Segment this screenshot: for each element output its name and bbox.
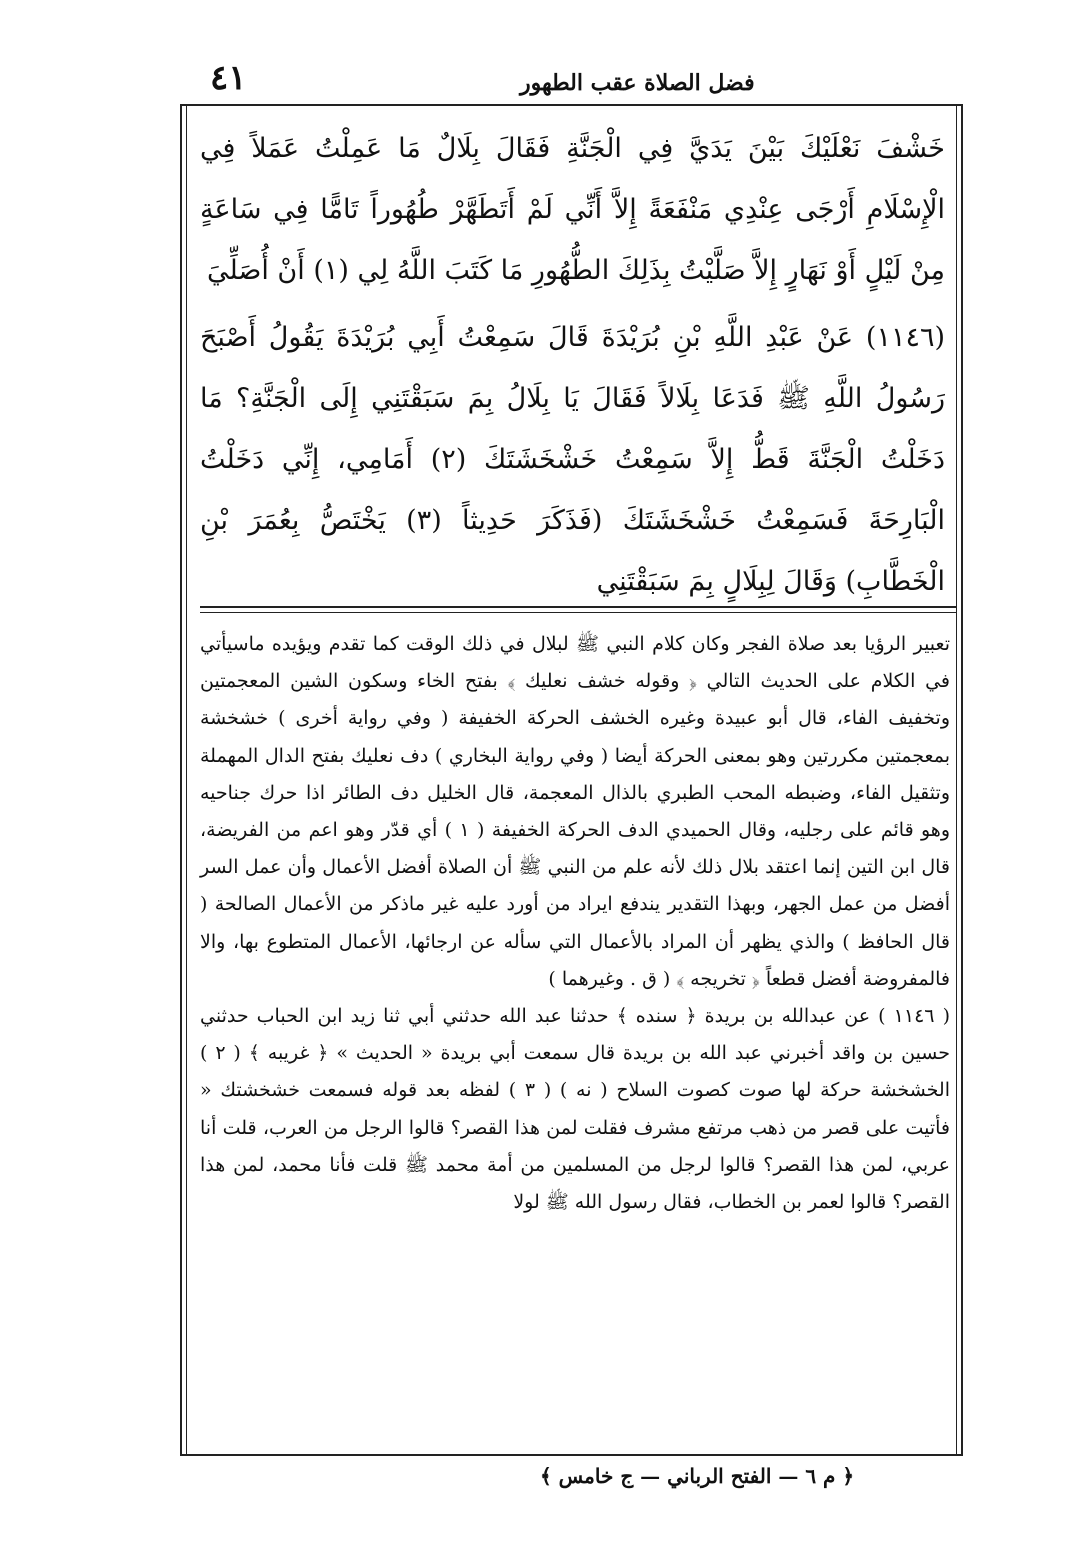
frame-right-inner-line <box>956 104 957 1456</box>
footer-signature: ﴿ م ٦ — الفتح الرباني — ج خامس ﴾ <box>540 1464 855 1488</box>
frame-left-outer-line <box>180 104 182 1456</box>
commentary-paragraph-2: ( ١١٤٦ ) عن عبدالله بن بريدة ﴿ سنده ﴾ حدثنا عبد الله حدثني أبي ثنا زيد ابن الحباب حدثني حسين بن واقد أخبرني عبد الله بن بريدة قال سمعت أبي بريدة « الحديث » ﴿ غريبه ﴾ ( ٢ ) الخشخشة حركة لها صوت كصوت السلاح ( نه ) ( ٣ ) لفظه بعد قوله فسمعت خشخشتك « فأتيت على قصر من ذهب مرتفع مشرف فقلت لمن هذا القصر؟ قالوا الرجل من العرب، قلت أنا عربي، لمن هذا القصر؟ قالوا لرجل من المسلمين من أمة محمد ﷺ قلت فأنا محمد، لمن هذا القصر؟ قالوا لعمر بن الخطاب، فقال رسول الله ﷺ لولا <box>200 1005 951 1214</box>
commentary-paragraph-1: تعبير الرؤيا بعد صلاة الفجر وكان كلام النبي ﷺ لبلال في ذلك الوقت كما تقدم ويؤيده ماسيأتي في الكلام على الحديث التالي ﴿ وقوله خشف نعليك ﴾ بفتح الخاء وسكون الشين المعجمتين وتخفيف الفاء، قال أبو عبيدة وغيره الخشف الحركة الخفيفة ( وفي رواية أخرى ) خشخشة بمعجمتين مكررتين وهو بمعنى الحركة أيضا ( وفي رواية البخاري ) دف نعليك بفتح الدال المهملة وتثقيل الفاء، وضبطه المحب الطبري بالذال المعجمة، قال الخليل دف الطائر اذا حرك جناحيه وهو قائم على رجليه، وقال الحميدي الدف الحركة الخفيفة ( ١ ) أي قدّر وهو اعم من الفريضة، قال ابن التين إنما اعتقد بلال ذلك لأنه علم من النبي ﷺ أن الصلاة أفضل الأعمال وأن عمل السر أفضل من عمل الجهر، وبهذا التقدير يندفع ايراد من أورد عليه غير ماذكر من الأعمال الصالحة ( قال الحافظ ) والذي يظهر أن المراد بالأعمال التي سأله عن ارجائها، الأعمال المتطوع بها، والا فالمفروضة أفضل قطعاً ﴿ تخريجه ﴾ ( ق . وغيرهما ) <box>200 633 951 990</box>
section-divider-upper <box>200 606 956 608</box>
hadith-paragraph-1: خَشْفَ نَعْلَيْكَ بَيْنَ يَدَيَّ فِي الْجَنَّةِ فَقَالَ بِلَالٌ مَا عَمِلْتُ عَمَلاً فِي الْإِسْلَامِ أَرْجَى عِنْدِي مَنْفَعَةً إِلاَّ أَنِّي لَمْ أَتَطَهَّرْ طُهُوراً تَامًّا فِي سَاعَةٍ مِنْ لَيْلٍ أَوْ نَهَارٍ إِلاَّ صَلَّيْتُ بِذَلِكَ الطُّهُورِ مَا كَتَبَ اللَّهُ لِي (١) أَنْ أُصَلِّيَ <box>200 133 945 286</box>
frame-bottom-line <box>180 1454 962 1456</box>
frame-left-inner-line <box>186 104 187 1456</box>
frame-right-outer-line <box>961 104 963 1456</box>
section-divider-lower <box>200 612 956 613</box>
commentary-section <box>200 626 950 1221</box>
page-number: ٤١ <box>210 58 247 98</box>
header-rule <box>180 104 962 106</box>
running-title: فضل الصلاة عقب الطهور <box>520 70 755 96</box>
hadith-text-section <box>200 118 945 618</box>
hadith-paragraph-2: (١١٤٦) عَنْ عَبْدِ اللَّهِ بْنِ بُرَيْدَةَ قَالَ سَمِعْتُ أَبِي بُرَيْدَةَ يَقُولُ أَصْبَحَ رَسُولُ اللَّهِ ﷺ فَدَعَا بِلَالاً فَقَالَ يَا بِلَالُ بِمَ سَبَقْتَنِي إِلَى الْجَنَّةِ؟ مَا دَخَلْتُ الْجَنَّةَ قَطُّ إِلاَّ سَمِعْتُ خَشْخَشَتَكَ (٢) أَمَامِي، إِنِّي دَخَلْتُ الْبَارِحَةَ فَسَمِعْتُ خَشْخَشَتَكَ (فَذَكَرَ حَدِيثاً (٣) يَخْتَصُّ بِعُمَرَ بْنِ الْخَطَّابِ) وَقَالَ لِبِلَالٍ بِمَ سَبَقْتَنِي <box>200 322 945 597</box>
